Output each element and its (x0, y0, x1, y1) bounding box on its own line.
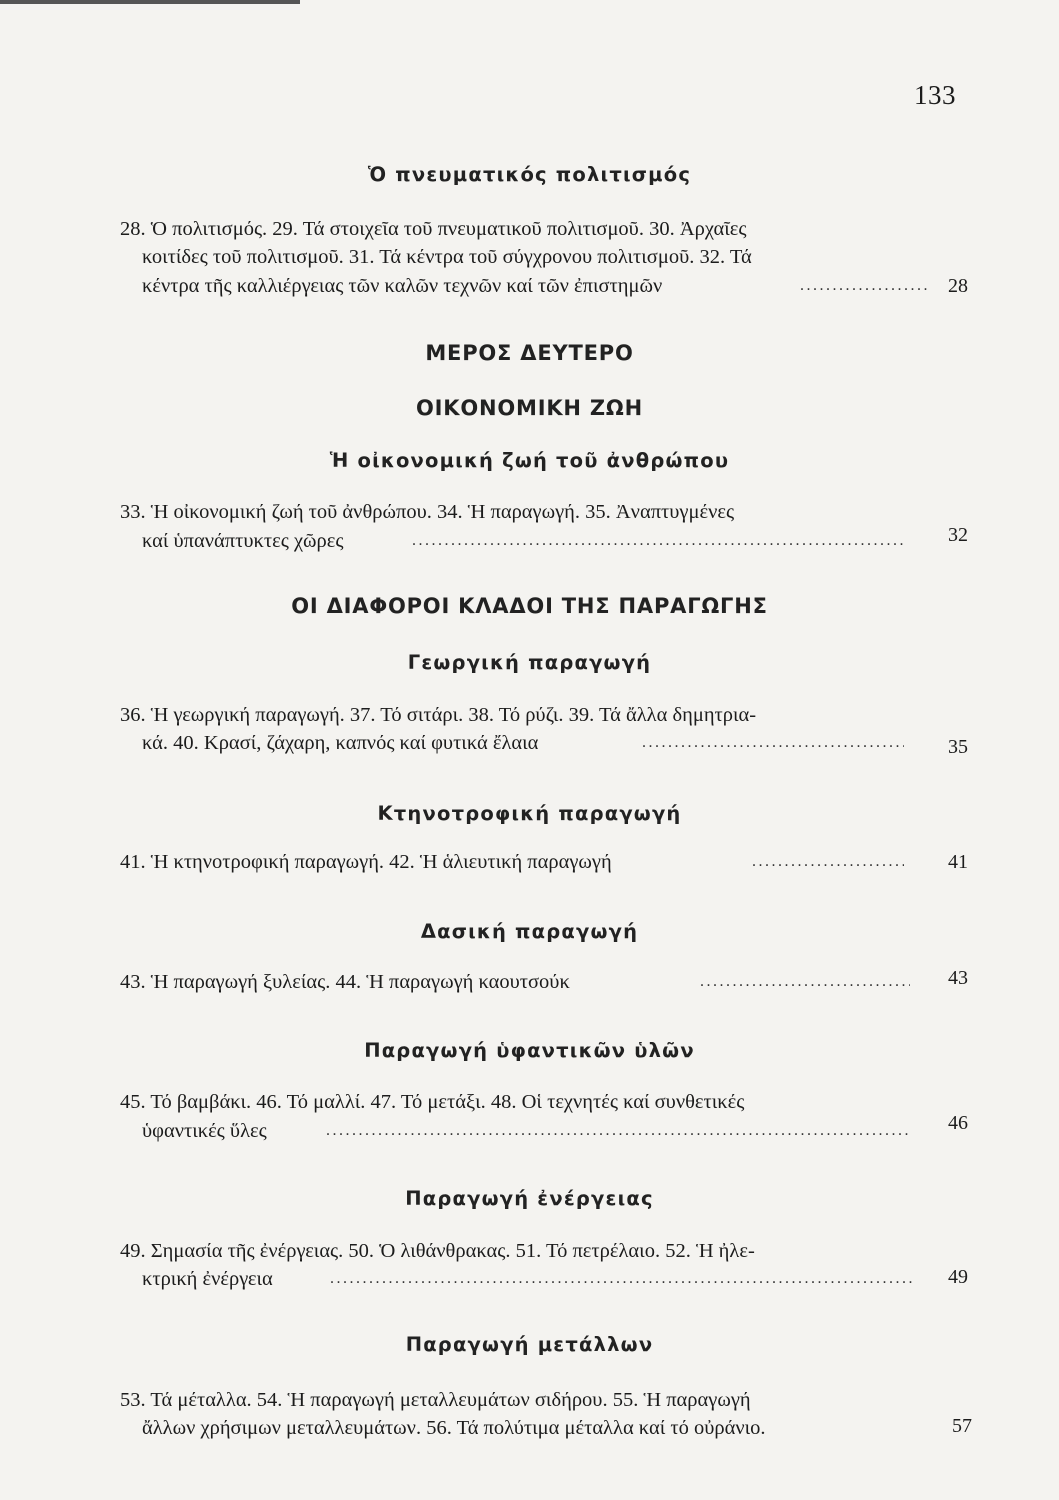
toc-entry-text: 43. Ἡ παραγωγή ξυλείας. 44. Ἡ παραγωγή καουτσούκ (120, 971, 570, 993)
toc-entry-line (0, 497, 1059, 527)
dot-leader (330, 1264, 912, 1294)
toc-entry-text: καί ὑπανάπτυκτες χῶρες (142, 530, 344, 552)
toc-entry-text: 41. Ἡ κτηνοτροφική παραγωγή. 42. Ἡ ἁλιευτική παραγωγή (120, 851, 612, 873)
toc-entry-line (0, 1413, 1059, 1443)
toc-page-number: 35 (948, 736, 968, 758)
toc-entry-text: 45. Τό βαμβάκι. 46. Τό μαλλί. 47. Τό μετάξι. 48. Οἱ τεχνητές καί συνθετικές (120, 1091, 745, 1113)
toc-page-number: 43 (948, 967, 968, 989)
dot-leader (700, 967, 910, 997)
toc-entry-line (0, 847, 1059, 877)
dot-leader (412, 526, 904, 556)
section-heading-metal-production: Παραγωγή μετάλλων (405, 1333, 654, 1356)
part-heading: ΜΕΡΟΣ ΔΕΥΤΕΡΟ (425, 341, 634, 365)
toc-entry-text: κτρική ἐνέργεια (142, 1268, 273, 1290)
dot-leader (642, 728, 904, 758)
toc-entry-text: 36. Ἡ γεωργική παραγωγή. 37. Τό σιτάρι. 38. Τό ρύζι. 39. Τά ἄλλα δημητρια- (120, 704, 757, 726)
toc-entry-line (0, 242, 1059, 272)
toc-entry-text: 49. Σημασία τῆς ἐνέργειας. 50. Ὁ λιθάνθρακας. 51. Τό πετρέλαιο. 52. Ἡ ἠλε- (120, 1240, 755, 1262)
section-heading-textile-materials: Παραγωγή ὑφαντικῶν ὑλῶν (364, 1039, 695, 1062)
toc-entry-line (0, 271, 1059, 301)
toc-entry-line (0, 728, 1059, 758)
toc-page-number: 28 (948, 275, 968, 297)
section-heading-energy-production: Παραγωγή ἐνέργειας (405, 1187, 654, 1210)
toc-page-number: 46 (948, 1112, 968, 1134)
toc-entry-line (0, 1236, 1059, 1266)
toc-entry-text: κέντρα τῆς καλλιέργειας τῶν καλῶν τεχνῶν καί τῶν ἐπιστημῶν (142, 275, 663, 297)
dot-leader (800, 271, 928, 301)
toc-entry-line (0, 700, 1059, 730)
toc-entry-line (0, 214, 1059, 244)
dot-leader (326, 1116, 912, 1146)
toc-entry-text: κά. 40. Κρασί, ζάχαρη, καπνός καί φυτικά ἔλαια (142, 732, 539, 754)
toc-entry-line (0, 1112, 1059, 1146)
page-number: 133 (914, 80, 956, 110)
toc-entry-text: ἄλλων χρήσιμων μεταλλευμάτων. 56. Τά πολύτιμα μέταλλα καί τό οὐράνιο. (142, 1417, 766, 1439)
toc-entry-text: ὑφαντικές ὕλες (142, 1120, 267, 1142)
toc-entry-text: 28. Ὁ πολιτισμός. 29. Τά στοιχεῖα τοῦ πνευματικοῦ πολιτισμοῦ. 30. Ἀρχαῖες (120, 218, 747, 240)
toc-entry-text: 53. Τά μέταλλα. 54. Ἡ παραγωγή μεταλλευμάτων σιδήρου. 55. Ἡ παραγωγή (120, 1389, 751, 1411)
section-heading-forest-production: Δασική παραγωγή (420, 920, 639, 943)
toc-entry-line (0, 967, 1059, 997)
toc-page-number: 41 (948, 851, 968, 873)
dot-leader (752, 847, 904, 877)
scan-top-edge (0, 0, 300, 4)
toc-entry-line (0, 1264, 1059, 1294)
section-heading-agricultural-production: Γεωργική παραγωγή (407, 651, 652, 674)
toc-page-number: 32 (948, 524, 968, 546)
toc-entry-line (0, 526, 1059, 556)
section-heading-spiritual-civilization: Ὁ πνευματικός πολιτισμός (367, 163, 692, 186)
chapter-heading-economic-life: ΟΙΚΟΝΟΜΙΚΗ ΖΩΗ (416, 396, 643, 420)
toc-page-number: 57 (952, 1415, 972, 1437)
section-heading-economic-life-of-man: Ἡ οἰκονομική ζωή τοῦ ἀνθρώπου (329, 449, 730, 472)
toc-page-number: 49 (948, 1266, 968, 1288)
section-heading-livestock-production: Κτηνοτροφική παραγωγή (377, 802, 682, 825)
toc-entry-line (0, 1087, 1059, 1117)
chapter-heading-branches-of-production: ΟΙ ΔΙΑΦΟΡΟΙ ΚΛΑΔΟΙ ΤΗΣ ΠΑΡΑΓΩΓΗΣ (291, 594, 768, 618)
toc-entry-text: 33. Ἡ οἰκονομική ζωή τοῦ ἀνθρώπου. 34. Ἡ παραγωγή. 35. Ἀναπτυγμένες (120, 501, 735, 523)
toc-entry-line (0, 1385, 1059, 1415)
toc-entry-text: κοιτίδες τοῦ πολιτισμοῦ. 31. Τά κέντρα τοῦ σύγχρονου πολιτισμοῦ. 32. Τά (142, 246, 752, 268)
